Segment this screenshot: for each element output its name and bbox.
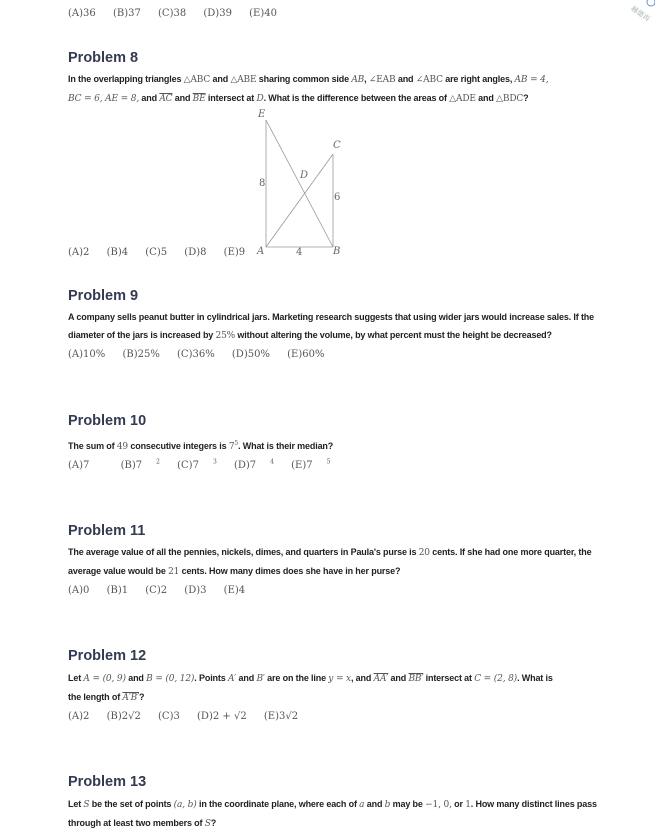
label-side-ae: 8 [259,178,266,189]
problem-9-text: A company sells peanut butter in cylindrical jars. Marketing research suggests that using wider jars would increase sales. If the diameter of the jars is increased by 25% without altering the volume, by what percent must the height be decreased? [68,312,594,341]
problem-10-text: The sum of 49 consecutive integers is $7^5$. What is their median? [68,440,334,452]
option-e: (E)3√2 [263,711,299,722]
problem-9-title: Problem 9 [68,288,139,304]
option-c: (C)7 $^3$ [177,459,217,472]
problem-8-title: Problem 8 [68,50,139,66]
label-side-ab: 4 [296,247,303,258]
option-c: (C)5 [145,247,168,258]
svg-text:赫德再: 赫德再 [631,4,652,22]
problem-11-title: Problem 11 [68,523,146,539]
option-d: (D)39 [203,8,232,19]
problem-11-options [68,585,259,596]
option-c: (C)2 [145,585,168,596]
label-d: D [300,170,309,181]
option-d: (D)3 [184,585,207,596]
prev-problem-options [68,8,291,19]
problem-10-title: Problem 10 [68,413,147,429]
option-a: (A)2 [68,247,90,258]
option-c: (C)3 [158,711,180,722]
option-a: (A)2 [68,711,90,722]
option-a: (A)7 [68,460,90,472]
option-b: (B)25% [122,349,160,360]
problem-12-title: Problem 12 [68,648,147,664]
problem-13-title: Problem 13 [68,774,147,790]
label-a: A [257,246,265,257]
label-c: C [333,140,341,151]
option-d: (D)50% [231,349,270,360]
option-d: (D)8 [184,247,207,258]
problem-9-options [68,349,338,360]
segment-ac [266,154,333,247]
option-a: (A)10% [68,349,106,360]
option-e: (E)60% [287,349,325,360]
option-a: (A)0 [68,585,90,596]
problem-11-text: The average value of all the pennies, nickels, dimes, and quarters in Paula's purse is 20 cents. If she had one more quarter, the average value would be 21 cents. How many dimes does she have in her purse? [68,547,592,577]
segment-eb [266,120,333,247]
problem-8-options [68,247,245,258]
label-e: E [258,109,266,120]
problem-13-text: Let S be the set of points (a, b) in the coordinate plane, where each of a and b may be −1, 0, or 1. How many distinct lines pass through at least two members of S? [68,799,597,829]
option-b: (B)7 $^2$ [120,459,160,472]
option-e: (E)40 [249,8,277,19]
option-e: (E)9 [223,247,246,258]
option-b: (B)1 [106,585,129,596]
problem-10-options [68,459,344,471]
problem-12-options [68,711,312,722]
label-side-bc: 6 [334,192,341,203]
label-b: B [333,246,341,257]
problem-8-figure [240,108,360,263]
option-b: (B)37 [112,8,141,19]
option-d: (D)2 + √2 [197,711,247,722]
option-d: (D)7 $^4$ [233,459,274,472]
option-e: (E)7 $^5$ [291,459,331,472]
option-b: (B)2√2 [106,711,141,722]
option-c: (C)36% [177,349,215,360]
option-b: (B)4 [106,247,129,258]
option-c: (C)38 [158,8,187,19]
watermark-stamp [631,0,655,22]
option-a: (A)36 [68,8,96,19]
problem-8-text: In the overlapping triangles △ABC and △ABE sharing common side AB, ∠EAB and ∠ABC are right angles, AB = 4, BC = 6, AE = 8, and $\overline{AC}$ and $\overline{BE}$ intersect at D. What is the difference between the areas of △ADE and △BDC? [68,74,549,104]
option-e: (E)4 [223,585,246,596]
problem-12-text: Let A = (0, 9) and B = (0, 12). Points A′ and B′ are on the line y = x, and AA′ and BB′ intersect at C = (2, 8). What is the length of A′B′? [68,673,553,703]
